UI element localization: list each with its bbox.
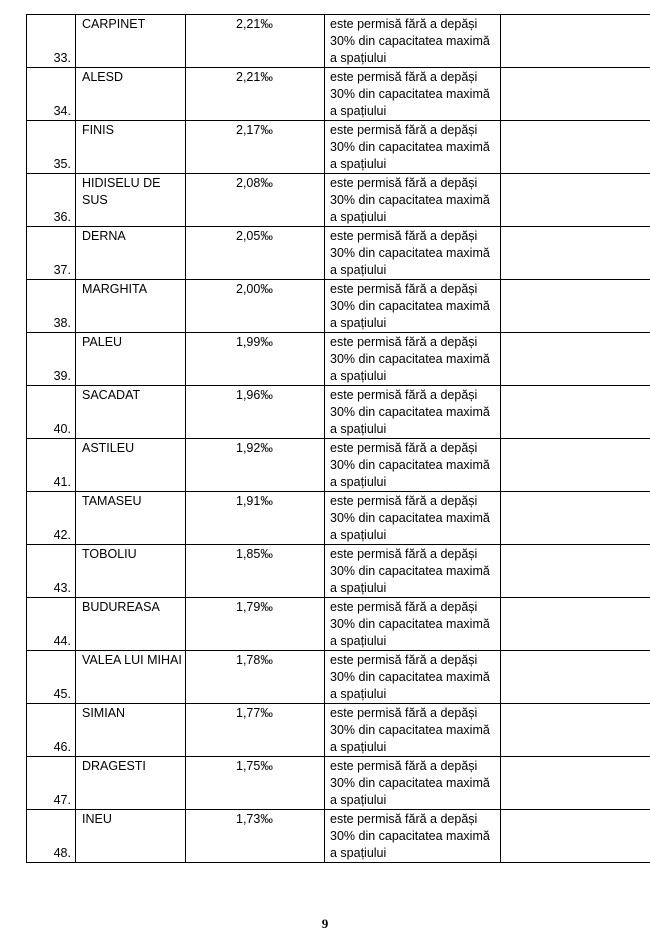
empty-cell — [501, 704, 650, 757]
capacity-note: este permisă fără a depăși 30% din capacitatea maximă a spațiului — [325, 598, 501, 651]
locality-name: VALEA LUI MIHAI — [76, 651, 186, 704]
table-row — [27, 651, 650, 704]
empty-cell — [501, 68, 650, 121]
row-number: 48. — [27, 810, 76, 863]
empty-cell — [501, 439, 650, 492]
table-row — [27, 545, 650, 598]
empty-cell — [501, 757, 650, 810]
table-row — [27, 174, 650, 227]
row-number: 43. — [27, 545, 76, 598]
incidence-rate: 1,77‰ — [186, 704, 325, 757]
incidence-rate: 2,21‰ — [186, 15, 325, 68]
capacity-note: este permisă fără a depăși 30% din capacitatea maximă a spațiului — [325, 810, 501, 863]
empty-cell — [501, 121, 650, 174]
capacity-note: este permisă fără a depăși 30% din capacitatea maximă a spațiului — [325, 757, 501, 810]
capacity-note: este permisă fără a depăși 30% din capacitatea maximă a spațiului — [325, 651, 501, 704]
page-number: 9 — [321, 916, 329, 931]
locality-name: SACADAT — [76, 386, 186, 439]
locality-name: PALEU — [76, 333, 186, 386]
empty-cell — [501, 227, 650, 280]
locality-name: SIMIAN — [76, 704, 186, 757]
row-number: 34. — [27, 68, 76, 121]
row-number: 41. — [27, 439, 76, 492]
incidence-rate: 1,79‰ — [186, 598, 325, 651]
locality-name: ALESD — [76, 68, 186, 121]
table-row — [27, 280, 650, 333]
incidence-rate: 1,92‰ — [186, 439, 325, 492]
locality-name: TOBOLIU — [76, 545, 186, 598]
incidence-rate: 1,91‰ — [186, 492, 325, 545]
incidence-rate: 2,00‰ — [186, 280, 325, 333]
table-row — [27, 68, 650, 121]
capacity-note: este permisă fără a depăși 30% din capacitatea maximă a spațiului — [325, 174, 501, 227]
table-row — [27, 704, 650, 757]
capacity-note: este permisă fără a depăși 30% din capacitatea maximă a spațiului — [325, 704, 501, 757]
row-number: 35. — [27, 121, 76, 174]
locality-name: DERNA — [76, 227, 186, 280]
row-number: 36. — [27, 174, 76, 227]
empty-cell — [501, 333, 650, 386]
capacity-note: este permisă fără a depăși 30% din capacitatea maximă a spațiului — [325, 492, 501, 545]
locality-name: CARPINET — [76, 15, 186, 68]
empty-cell — [501, 598, 650, 651]
capacity-note: este permisă fără a depăși 30% din capacitatea maximă a spațiului — [325, 386, 501, 439]
capacity-note: este permisă fără a depăși 30% din capacitatea maximă a spațiului — [325, 439, 501, 492]
empty-cell — [501, 280, 650, 333]
locality-name: TAMASEU — [76, 492, 186, 545]
locality-name: MARGHITA — [76, 280, 186, 333]
incidence-rate: 2,21‰ — [186, 68, 325, 121]
capacity-note: este permisă fără a depăși 30% din capacitatea maximă a spațiului — [325, 227, 501, 280]
table-row — [27, 598, 650, 651]
empty-cell — [501, 651, 650, 704]
locality-name: FINIS — [76, 121, 186, 174]
row-number: 47. — [27, 757, 76, 810]
empty-cell — [501, 810, 650, 863]
row-number: 44. — [27, 598, 76, 651]
capacity-note: este permisă fără a depăși 30% din capacitatea maximă a spațiului — [325, 333, 501, 386]
incidence-rate: 2,05‰ — [186, 227, 325, 280]
incidence-rate: 1,99‰ — [186, 333, 325, 386]
table-row — [27, 121, 650, 174]
table-row — [27, 386, 650, 439]
capacity-note: este permisă fără a depăși 30% din capacitatea maximă a spațiului — [325, 280, 501, 333]
row-number: 40. — [27, 386, 76, 439]
capacity-note: este permisă fără a depăși 30% din capacitatea maximă a spațiului — [325, 121, 501, 174]
row-number: 42. — [27, 492, 76, 545]
locality-name: BUDUREASA — [76, 598, 186, 651]
empty-cell — [501, 174, 650, 227]
table-row — [27, 757, 650, 810]
table-row — [27, 492, 650, 545]
row-number: 38. — [27, 280, 76, 333]
table-row — [27, 15, 650, 68]
capacity-note: este permisă fără a depăși 30% din capacitatea maximă a spațiului — [325, 68, 501, 121]
empty-cell — [501, 15, 650, 68]
row-number: 39. — [27, 333, 76, 386]
incidence-rate: 2,08‰ — [186, 174, 325, 227]
empty-cell — [501, 386, 650, 439]
table-row — [27, 333, 650, 386]
localities-table — [26, 14, 650, 863]
row-number: 45. — [27, 651, 76, 704]
empty-cell — [501, 545, 650, 598]
incidence-rate: 1,96‰ — [186, 386, 325, 439]
capacity-note: este permisă fără a depăși 30% din capacitatea maximă a spațiului — [325, 545, 501, 598]
table-row — [27, 810, 650, 863]
locality-name: INEU — [76, 810, 186, 863]
incidence-rate: 1,73‰ — [186, 810, 325, 863]
locality-name: DRAGESTI — [76, 757, 186, 810]
incidence-rate: 1,78‰ — [186, 651, 325, 704]
locality-name: ASTILEU — [76, 439, 186, 492]
row-number: 33. — [27, 15, 76, 68]
incidence-rate: 1,75‰ — [186, 757, 325, 810]
empty-cell — [501, 492, 650, 545]
table-row — [27, 227, 650, 280]
row-number: 37. — [27, 227, 76, 280]
incidence-rate: 1,85‰ — [186, 545, 325, 598]
locality-name: HIDISELU DE SUS — [76, 174, 186, 227]
incidence-rate: 2,17‰ — [186, 121, 325, 174]
capacity-note: este permisă fără a depăși 30% din capacitatea maximă a spațiului — [325, 15, 501, 68]
table-row — [27, 439, 650, 492]
row-number: 46. — [27, 704, 76, 757]
